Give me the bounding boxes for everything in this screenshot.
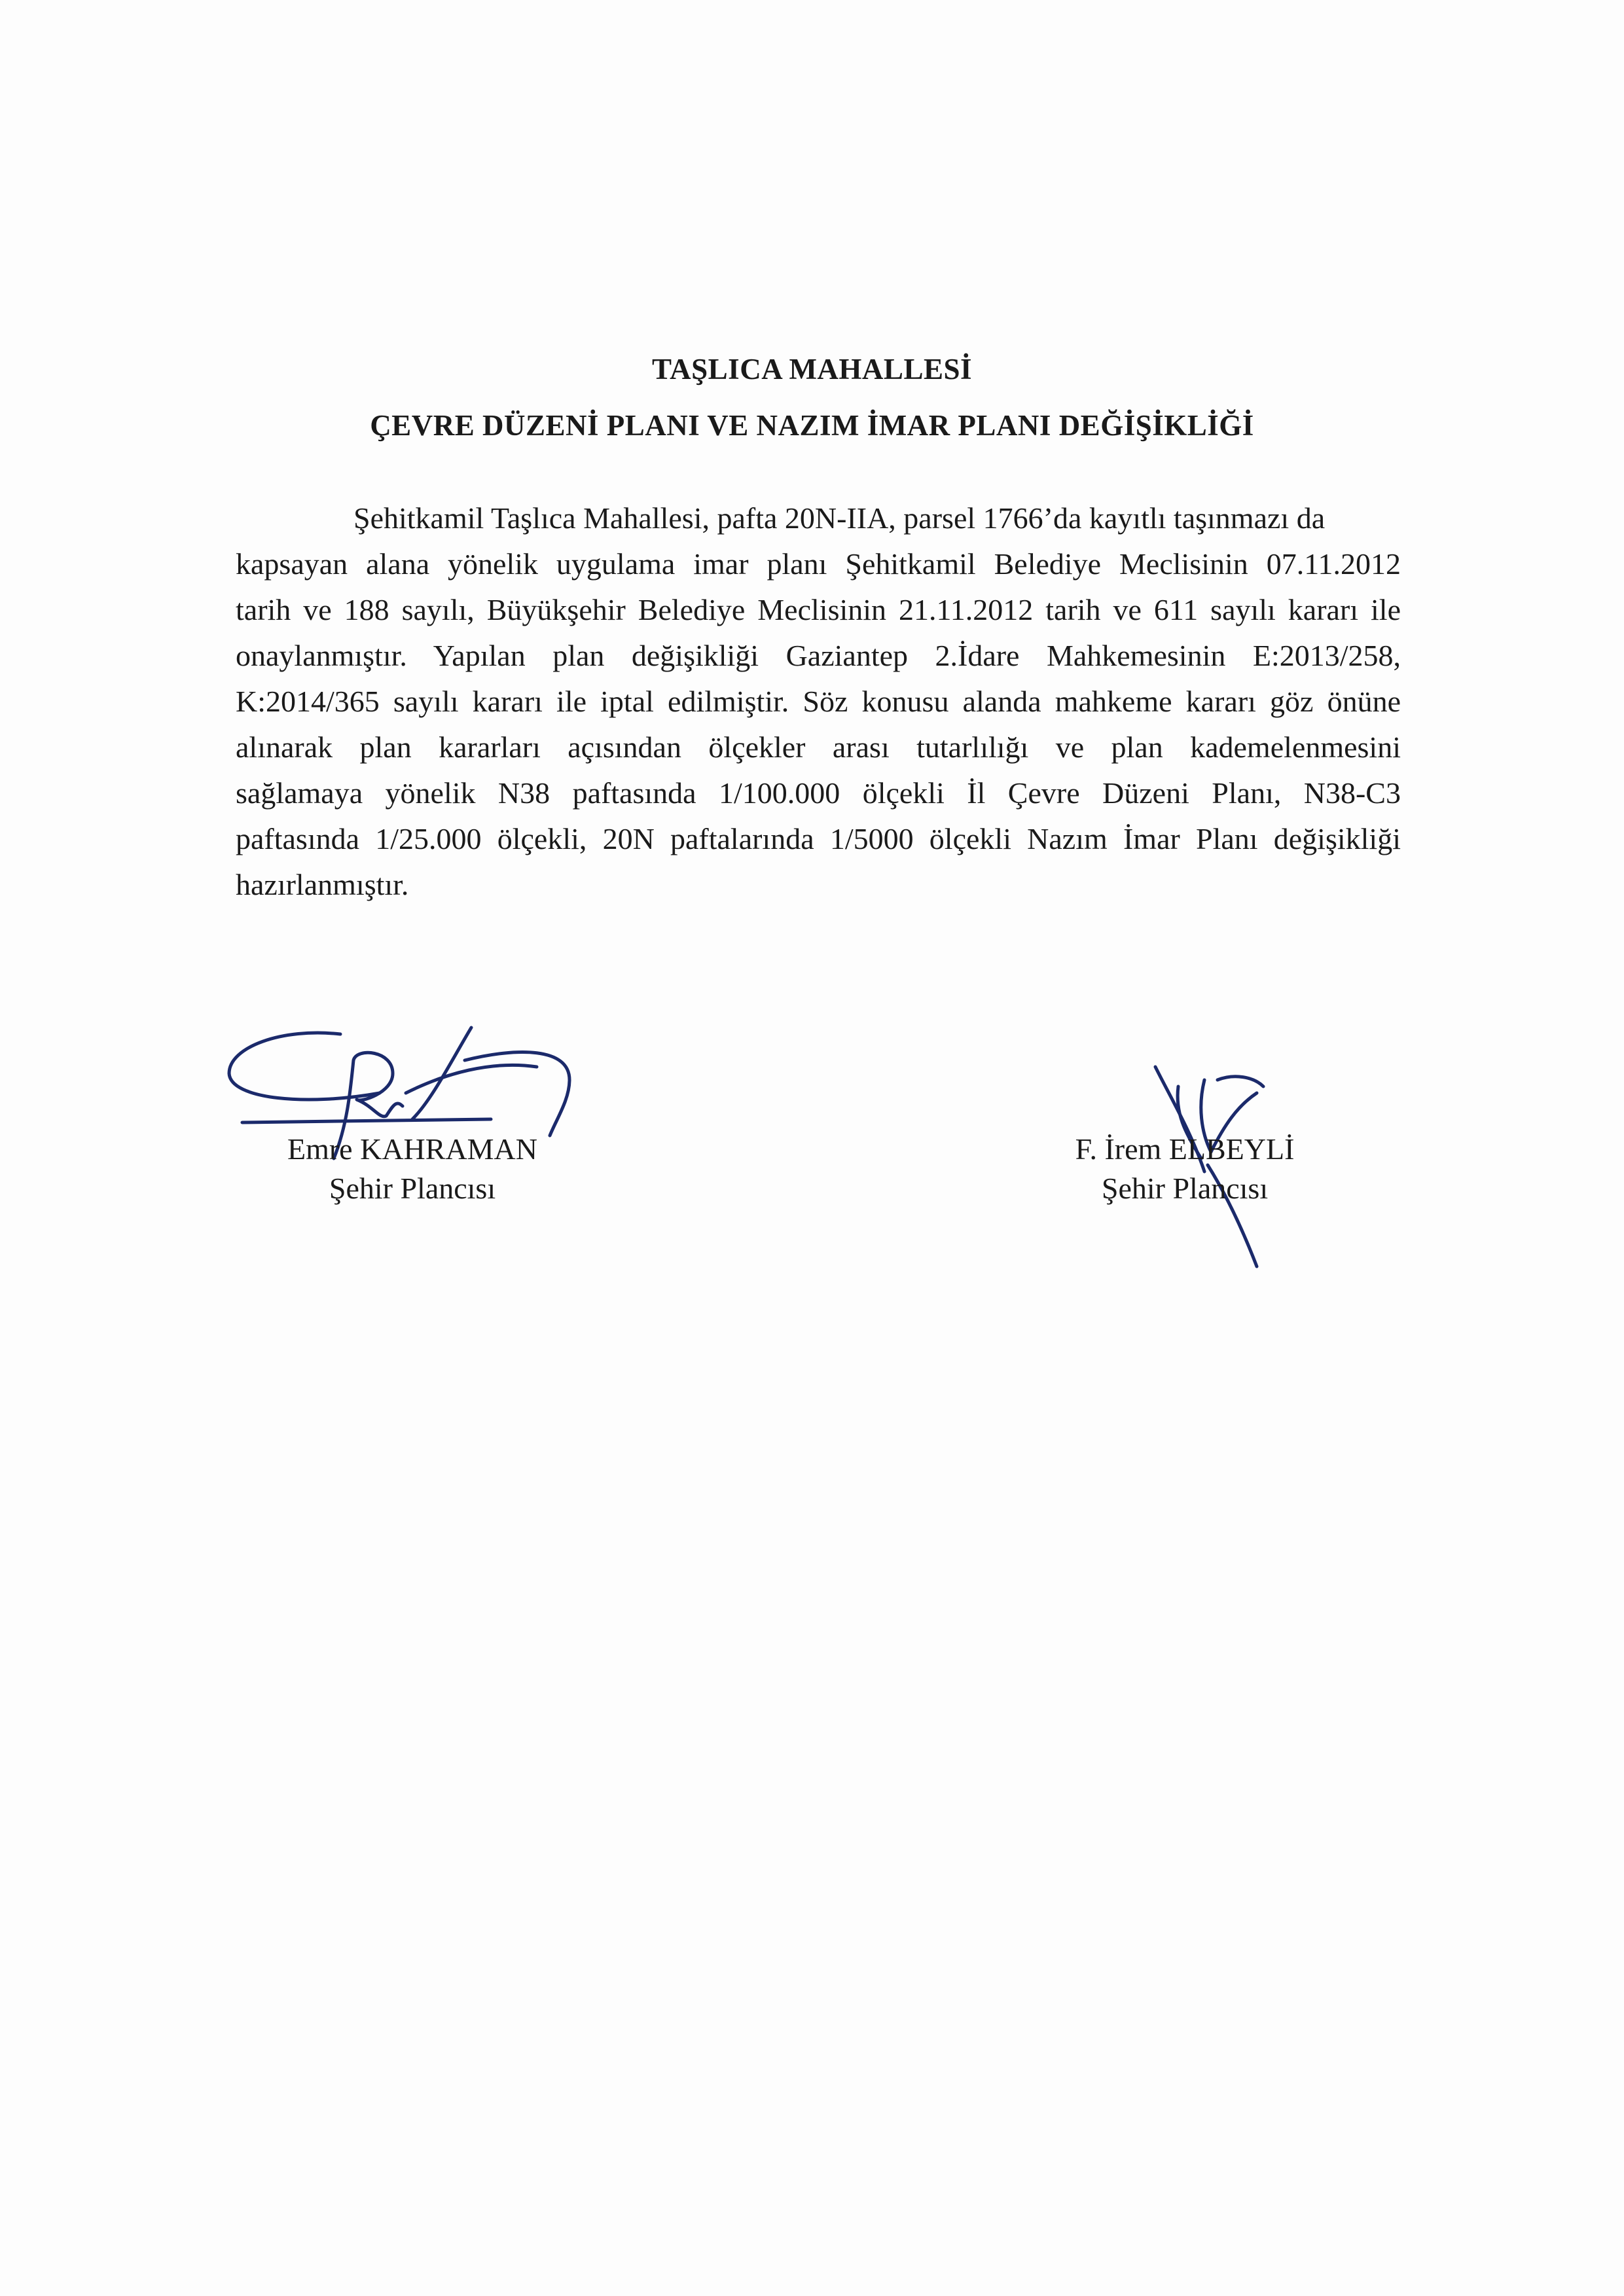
paragraph-line: sağlamaya yönelik N38 paftasında 1/100.000 ölçekli İl Çevre Düzeni Planı, N38-C3 xyxy=(236,776,1401,810)
signatory-right xyxy=(1054,1130,1316,1208)
paragraph-line: kapsayan alana yönelik uygulama imar planı Şehitkamil Belediye Meclisinin 07.11.2012 xyxy=(236,547,1401,581)
signatory-name: F. İrem ELBEYLİ xyxy=(1075,1132,1295,1166)
signatory-title: Şehir Plancısı xyxy=(329,1172,496,1205)
signatory-left xyxy=(262,1130,563,1208)
document-subtitle: ÇEVRE DÜZENİ PLANI VE NAZIM İMAR PLANI DEĞİŞİKLİĞİ xyxy=(370,409,1254,442)
paragraph-line: onaylanmıştır. Yapılan plan değişikliği Gaziantep 2.İdare Mahkemesinin E:2013/258, xyxy=(236,639,1401,672)
paragraph-line: alınarak plan kararları açısından ölçekler arası tutarlılığı ve plan kademelenmesini xyxy=(236,730,1401,764)
paragraph-line: paftasında 1/25.000 ölçekli, 20N paftalarında 1/5000 ölçekli Nazım İmar Planı değişikliği xyxy=(236,822,1401,855)
document-title: TAŞLICA MAHALLESİ xyxy=(651,353,973,386)
signatory-name: Emre KAHRAMAN xyxy=(287,1132,537,1166)
paragraph-line: hazırlanmıştır. xyxy=(236,868,409,901)
paragraph-line: K:2014/365 sayılı kararı ile iptal edilmiştir. Söz konusu alanda mahkeme kararı göz önüne xyxy=(236,685,1401,718)
signatory-title: Şehir Plancısı xyxy=(1101,1172,1269,1205)
paragraph-line: Şehitkamil Taşlıca Mahallesi, pafta 20N-IIA, parsel 1766’da kayıtlı taşınmazı da xyxy=(353,501,1326,535)
paragraph-line: tarih ve 188 sayılı, Büyükşehir Belediye Meclisinin 21.11.2012 tarih ve 611 sayılı kararı ile xyxy=(236,593,1401,626)
